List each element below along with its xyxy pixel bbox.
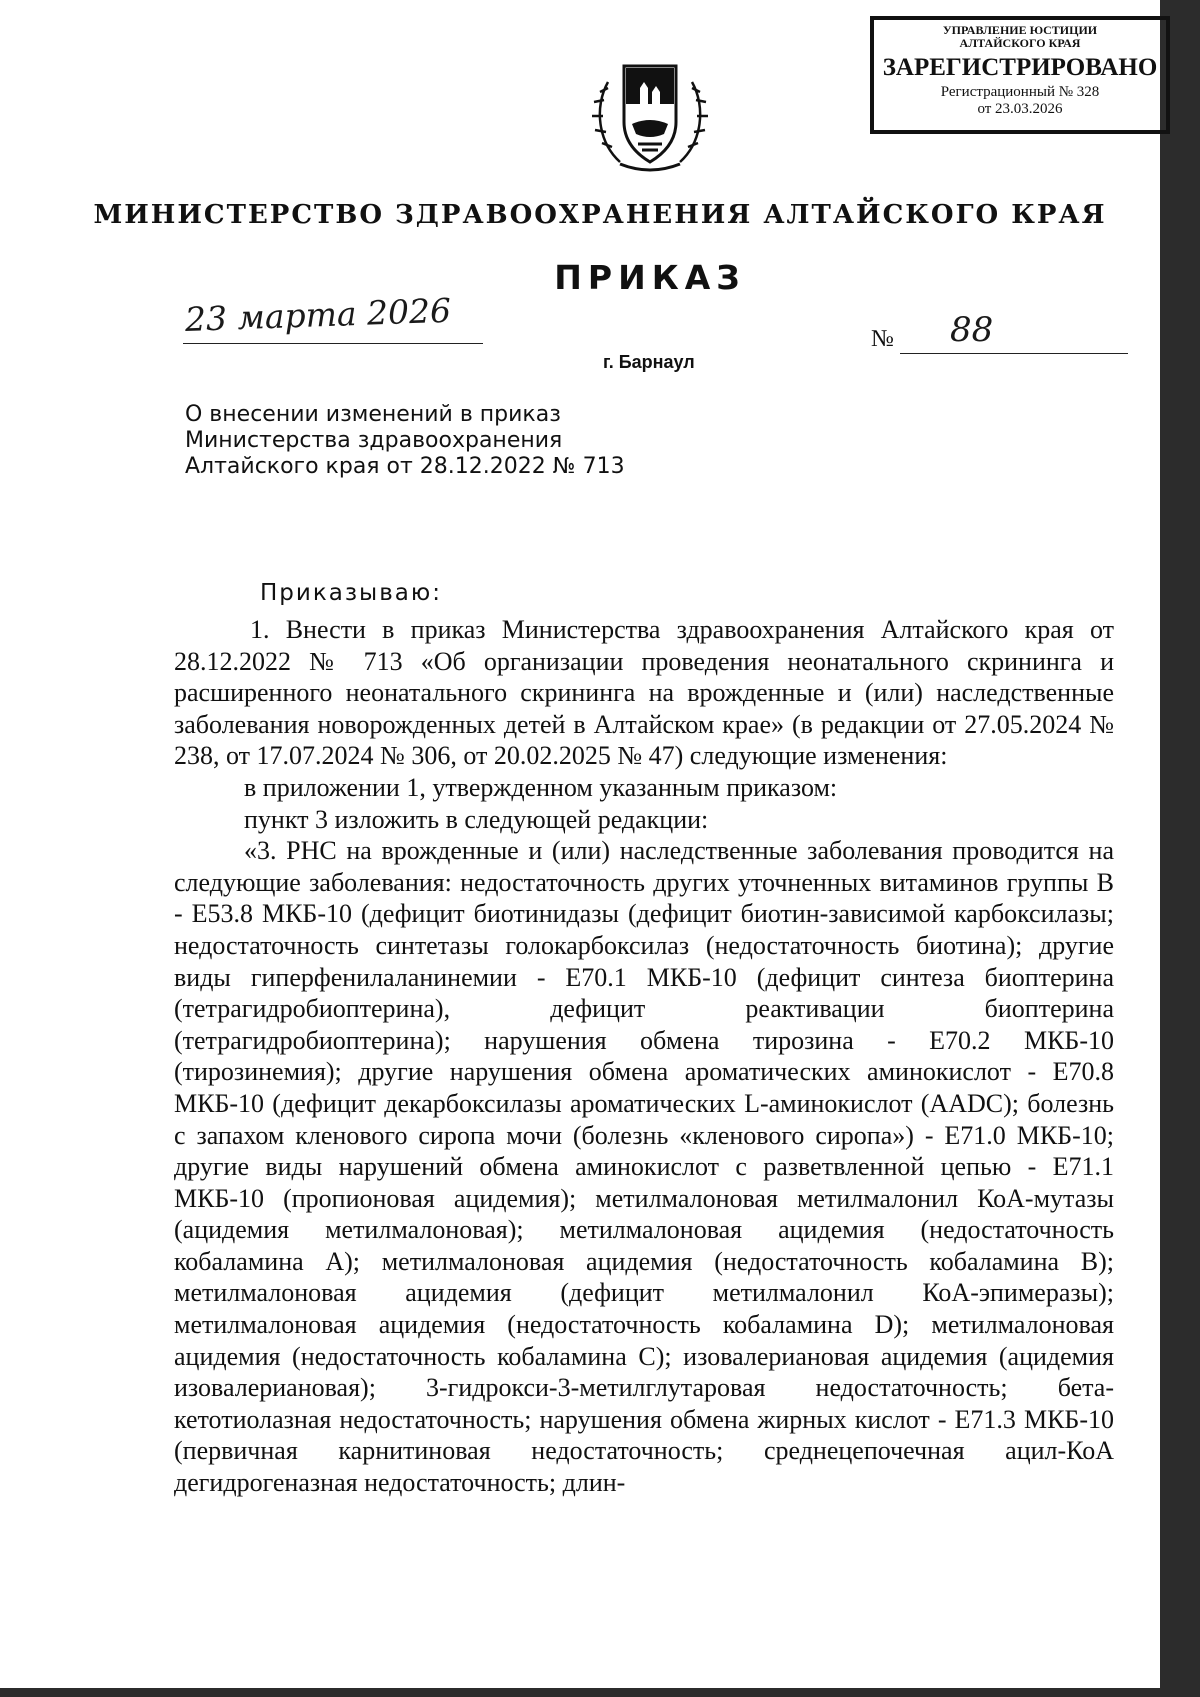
paragraph-2: в приложении 1, утвержденном указанным приказом: (244, 772, 838, 802)
scan-edge-bottom (0, 1688, 1200, 1697)
city: г. Барнаул (603, 352, 695, 372)
coat-of-arms-icon (590, 52, 710, 177)
registration-stamp (870, 16, 1170, 134)
handwritten-number: 88 (950, 310, 994, 350)
paragraph-4: «3. РНС на врожденные и (или) наследственные заболевания проводится на следующие заболевания: недостаточность других уточненных витаминов группы В - Е53.8 МКБ-10 (дефицит биотинидазы (дефицит биотин-зависимой карбоксилазы; недостаточность синтетазы голокарбоксилаз (недостаточность биотина); другие виды гиперфенилаланинемии - Е70.1 МКБ-10 (дефицит синтеза биоптерина (тетрагидробиоптерина), дефицит реактивации биоптерина (тетрагидробиоптерина); нарушения обмена тирозина - Е70.2 МКБ-10 (тирозинемия); другие нарушения обмена ароматических аминокислот - Е70.8 МКБ-10 (дефицит декарбоксилазы ароматических L-аминокислот (AADC); болезнь с запахом кленового сиропа мочи (болезнь «кленового сиропа») - Е71.0 МКБ-10; другие виды нарушений обмена аминокислот с разветвленной цепью - Е71.1 МКБ-10 (пропионовая ацидемия); метилмалоновая метилмалонил КоА-мутазы (ацидемия метилмалоновая); метилмалоновая ацидемия (недостаточность кобаламина А); метилмалоновая ацидемия (недостаточность кобаламина В); метилмалоновая ацидемия (дефицит метилмалонил КоА-эпимеразы); метилмалоновая ацидемия (недостаточность кобаламина D); метилмалоновая ацидемия (недостаточность кобаламина С); изовалериановая ацидемия (ацидемия изовалериановая); 3-гидрокси-3-метилглутаровая недостаточность; бета-кетотиолазная недостаточность; нарушения обмена жирных кислот - Е71.3 МКБ-10 (первичная карнитиновая недостаточность; среднецепочечная ацил-КоА дегидрогеназная недостаточность; длин- (174, 836, 1114, 1498)
stamp-org-line2: АЛТАЙСКОГО КРАЯ (959, 36, 1081, 50)
order-subject: О внесении изменений в приказ Министерства здравоохранения Алтайского края от 28.12.2022 № 713 (185, 402, 625, 479)
stamp-org-line1: УПРАВЛЕНИЕ ЮСТИЦИИ (942, 23, 1098, 37)
document-type: ПРИКАЗ (554, 258, 746, 297)
handwritten-date: 23 марта 2026 (184, 290, 452, 339)
paragraph-3: пункт 3 изложить в следующей редакции: (244, 804, 709, 834)
stamp-reg-number: Регистрационный № 328 (940, 84, 1100, 100)
order-body (174, 614, 1114, 1499)
paragraph-1: 1. Внести в приказ Министерства здравоохранения Алтайского края от 28.12.2022 № 713 «Об организации проведения неонатального скрининга и расширенного неонатального скрининга на врожденные и (или) наследственные заболевания новорожденных детей в Алтайском крае» (в редакции от 27.05.2024 № 238, от 17.07.2024 № 306, от 20.02.2025 № 47) следующие изменения: (174, 615, 1114, 771)
ministry-title: МИНИСТЕРСТВО ЗДРАВООХРАНЕНИЯ АЛТАЙСКОГО КРАЯ (93, 200, 1107, 230)
scan-edge-right (1160, 0, 1200, 1697)
number-label: № (871, 326, 894, 352)
stamp-reg-date: от 23.03.2026 (977, 101, 1063, 117)
number-underline (900, 353, 1128, 354)
lead-phrase: Приказываю: (260, 580, 442, 606)
stamp-status: ЗАРЕГИСТРИРОВАНО (882, 54, 1158, 81)
date-underline (183, 343, 483, 344)
